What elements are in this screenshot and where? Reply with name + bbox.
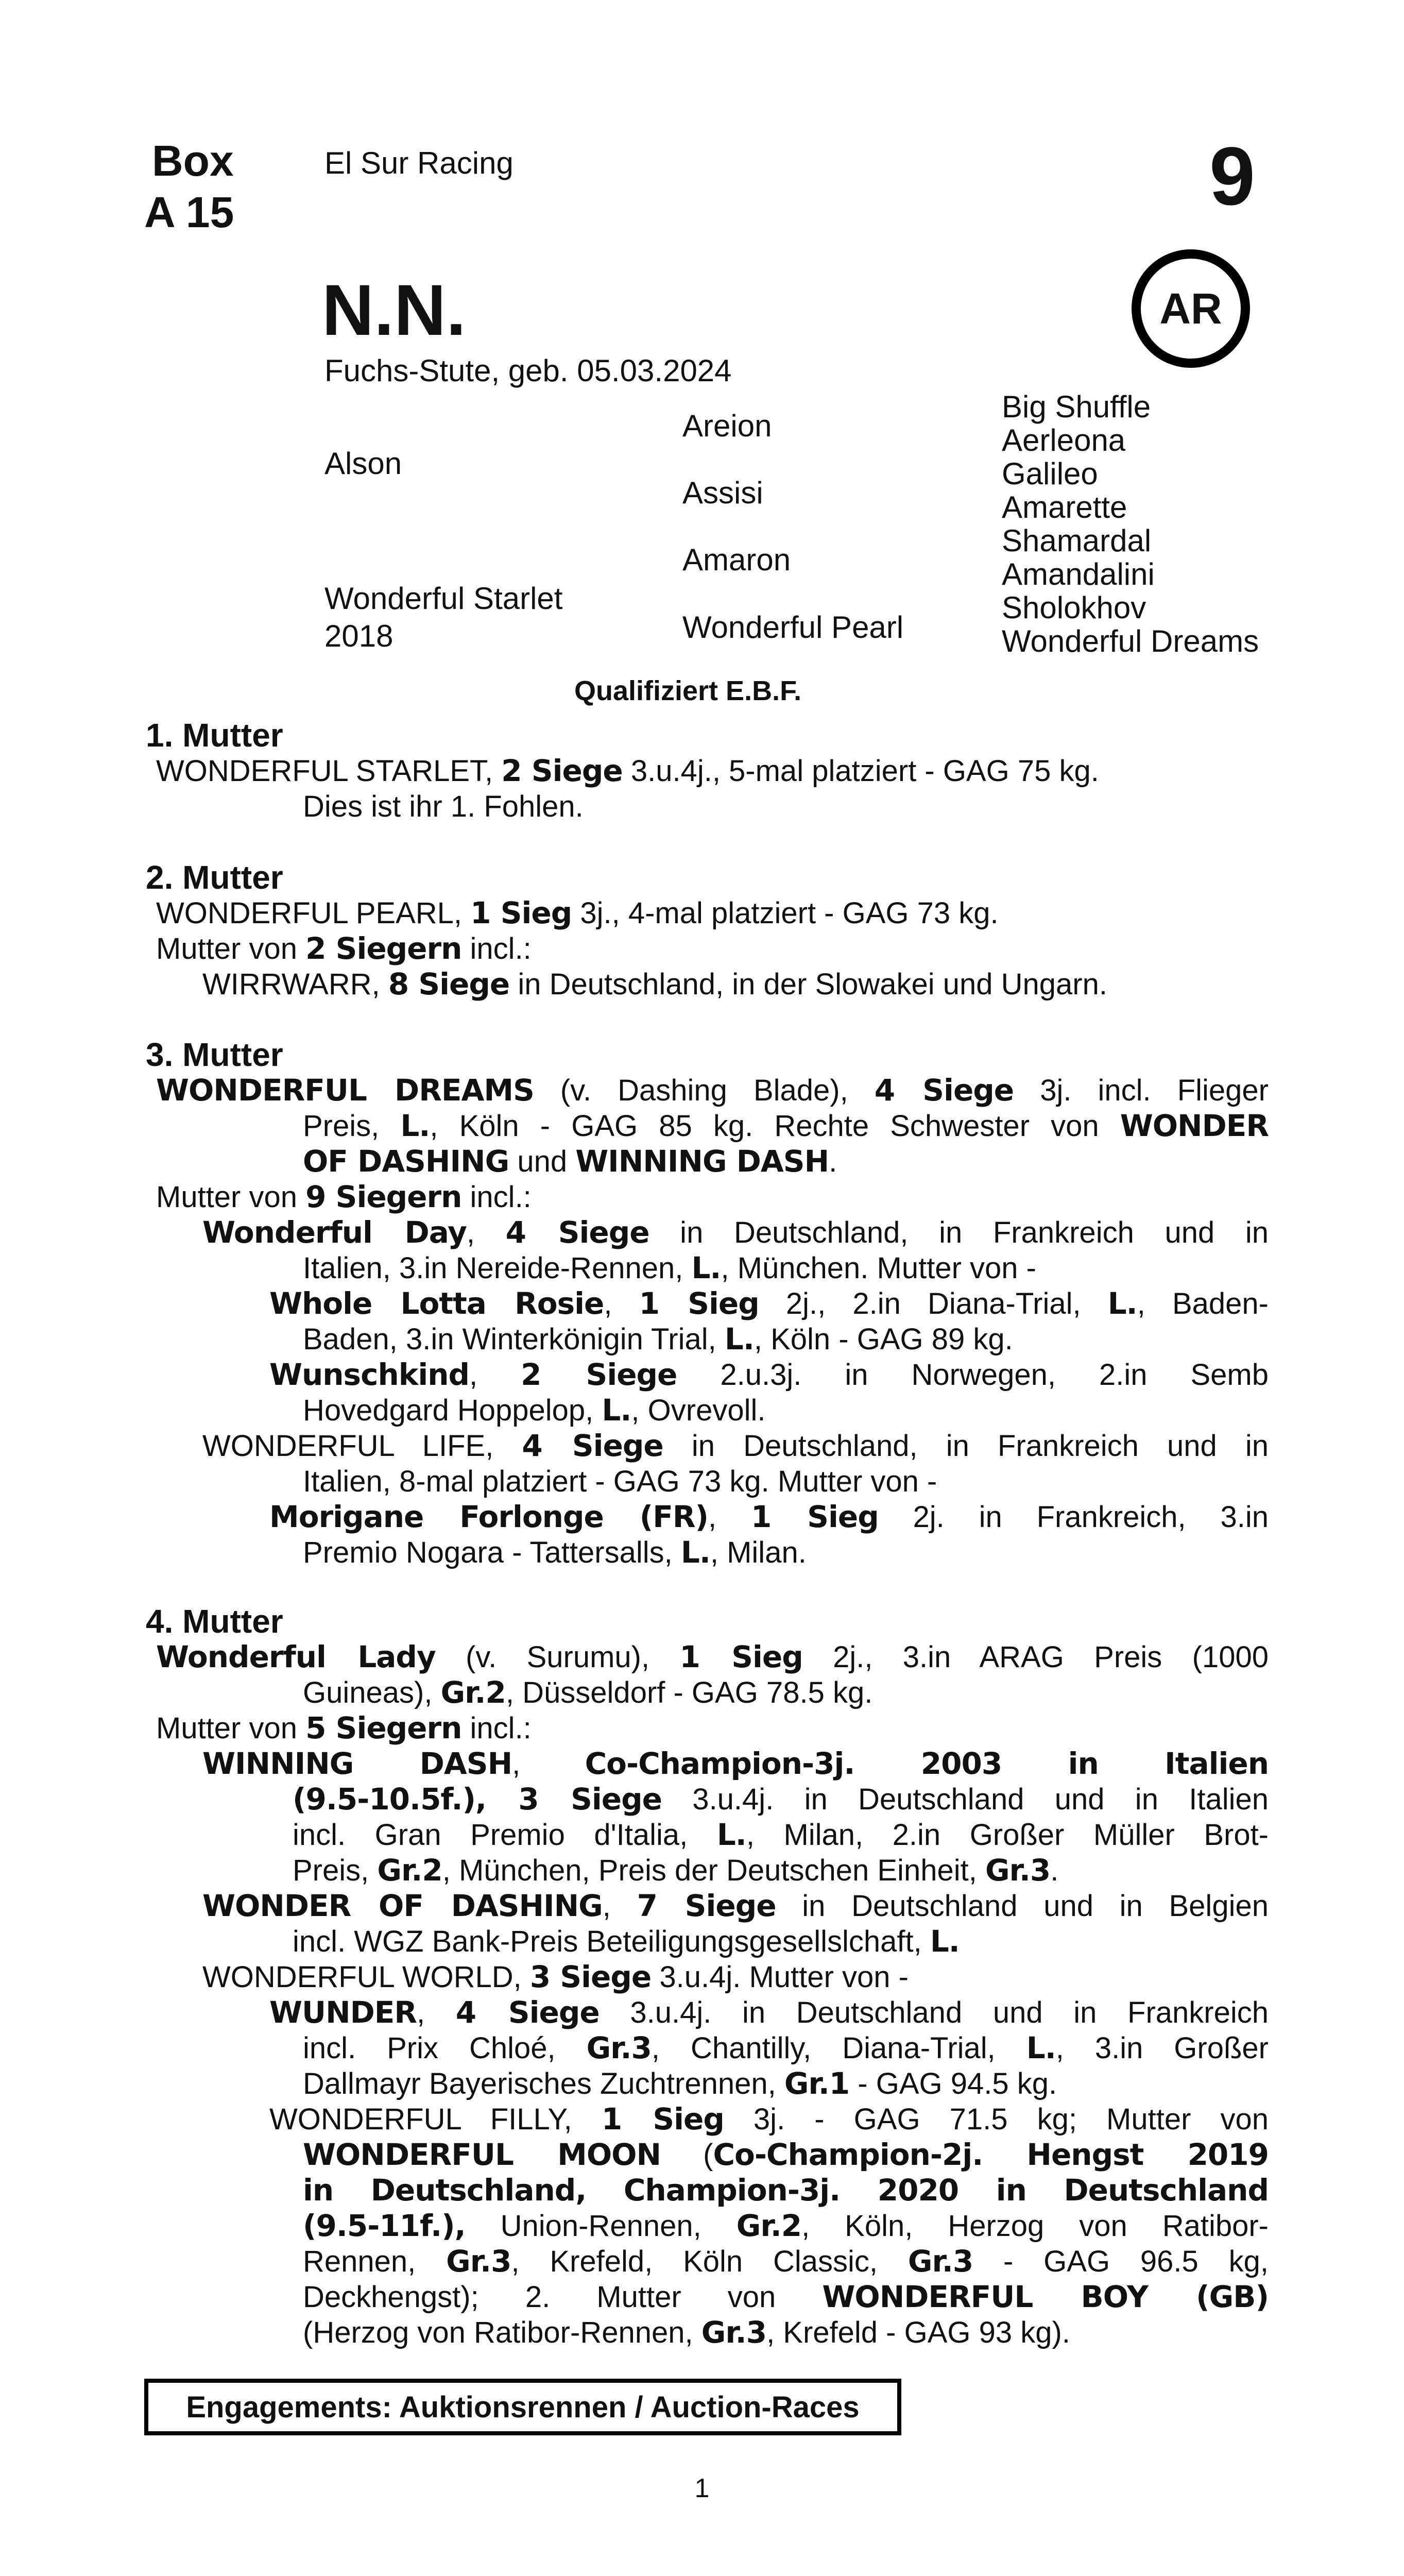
pedigree-dam-year: 2018 <box>324 619 393 653</box>
produce-line-cont: Rennen, Gr.3, Krefeld, Köln Classic, Gr.3 - GAG 96.5 kg, <box>303 2244 1269 2279</box>
dam-line: Wonderful Lady (v. Surumu), 1 Sieg 2j., 3.in ARAG Preis (1000 <box>156 1639 1269 1674</box>
produce-line-cont: Dallmayr Bayerisches Zuchtrennen, Gr.1 - GAG 94.5 kg. <box>303 2066 1057 2101</box>
produce-line-cont: Premio Nogara - Tattersalls, L., Milan. <box>303 1535 807 1570</box>
section-first-dam <box>146 717 1269 824</box>
pedigree-ggd-3: Amandalini <box>1002 557 1155 591</box>
produce-header: Mutter von 9 Siegern incl.: <box>156 1179 532 1214</box>
owner-name: El Sur Racing <box>324 146 513 180</box>
produce-line: WONDERFUL FILLY, 1 Sieg 3j. - GAG 71.5 kg; Mutter von <box>269 2102 1269 2137</box>
produce-line-cont: (Herzog von Ratibor-Rennen, Gr.3, Krefeld - GAG 93 kg). <box>303 2315 1070 2350</box>
section-title: 3. Mutter <box>146 1036 283 1073</box>
produce-line: Wonderful Day, 4 Siege in Deutschland, in Frankreich und in <box>202 1215 1269 1250</box>
produce-line: WONDERFUL WORLD, 3 Siege 3.u.4j. Mutter von - <box>202 1959 909 1994</box>
pedigree-ggs-4: Sholokhov <box>1002 590 1146 625</box>
produce-line: WIRRWARR, 8 Siege in Deutschland, in der Slowakei und Ungarn. <box>202 967 1107 1002</box>
ar-badge: AR <box>1132 249 1250 368</box>
dam-note: Dies ist ihr 1. Fohlen. <box>303 790 584 823</box>
produce-line: Morigane Forlonge (FR), 1 Sieg 2j. in Frankreich, 3.in <box>269 1499 1269 1534</box>
box-label: Box <box>152 137 234 185</box>
page-number: 1 <box>694 2473 710 2503</box>
pedigree-damdam: Wonderful Pearl <box>682 610 904 645</box>
produce-line-cont: in Deutschland, Champion-3j. 2020 in Deutschland <box>303 2173 1269 2208</box>
produce-line-cont: Baden, 3.in Winterkönigin Trial, L., Köln - GAG 89 kg. <box>303 1321 1013 1357</box>
produce-header: Mutter von 2 Siegern incl.: <box>156 931 532 966</box>
section-title: 4. Mutter <box>146 1603 283 1640</box>
lot-number: 9 <box>1209 130 1255 222</box>
section-title: 2. Mutter <box>146 859 283 896</box>
dam-line-cont: OF DASHING und WINNING DASH. <box>303 1144 837 1179</box>
pedigree-grandsire: Areion <box>682 409 772 443</box>
dam-line: WONDERFUL DREAMS (v. Dashing Blade), 4 Siege 3j. incl. Flieger <box>156 1073 1269 1108</box>
produce-line-cont: incl. Gran Premio d'Italia, L., Milan, 2.in Großer Müller Brot- <box>293 1817 1269 1852</box>
section-fourth-dam <box>146 1603 1269 2350</box>
produce-line-cont: incl. Prix Chloé, Gr.3, Chantilly, Diana-Trial, L., 3.in Großer <box>303 2030 1269 2065</box>
produce-line-cont: (9.5-11f.), Union-Rennen, Gr.2, Köln, Herzog von Ratibor- <box>303 2208 1269 2243</box>
pedigree-ggs-2: Galileo <box>1002 456 1098 491</box>
pedigree-damsire: Amaron <box>682 543 791 577</box>
pedigree-ggs-1: Big Shuffle <box>1002 389 1151 424</box>
produce-line-cont: Hovedgard Hoppelop, L., Ovrevoll. <box>303 1393 766 1428</box>
engagements-box: Engagements: Auktionsrennen / Auction-Races <box>144 2379 901 2435</box>
box-number: A 15 <box>144 188 234 236</box>
dam-line: WONDERFUL STARLET, 2 Siege 3.u.4j., 5-mal platziert - GAG 75 kg. <box>156 753 1099 788</box>
produce-line-cont: incl. WGZ Bank-Preis Beteiligungsgesellslchaft, L. <box>293 1924 960 1959</box>
horse-name: N.N. <box>322 269 466 350</box>
produce-line-cont: (9.5-10.5f.), 3 Siege 3.u.4j. in Deutschland und in Italien <box>293 1782 1269 1817</box>
dam-line-cont: Preis, L., Köln - GAG 85 kg. Rechte Schwester von WONDER <box>303 1108 1269 1143</box>
produce-header: Mutter von 5 Siegern incl.: <box>156 1710 532 1745</box>
pedigree-ggd-2: Amarette <box>1002 490 1127 524</box>
section-title: 1. Mutter <box>146 717 283 754</box>
pedigree-granddam: Assisi <box>682 476 763 510</box>
pedigree-ggd-1: Aerleona <box>1002 423 1126 457</box>
pedigree-ggs-3: Shamardal <box>1002 523 1152 558</box>
produce-line: WONDER OF DASHING, 7 Siege in Deutschland und in Belgien <box>202 1888 1269 1923</box>
dam-line: WONDERFUL PEARL, 1 Sieg 3j., 4-mal platziert - GAG 73 kg. <box>156 895 999 930</box>
pedigree-sire: Alson <box>324 446 402 481</box>
dam-line-cont: Guineas), Gr.2, Düsseldorf - GAG 78.5 kg. <box>303 1675 873 1710</box>
produce-line-cont: Italien, 3.in Nereide-Rennen, L., München. Mutter von - <box>303 1250 1036 1285</box>
section-third-dam <box>146 1037 1269 1570</box>
produce-line: Wunschkind, 2 Siege 2.u.3j. in Norwegen, 2.in Semb <box>269 1357 1269 1392</box>
qualification: Qualifiziert E.B.F. <box>574 675 802 706</box>
horse-description: Fuchs-Stute, geb. 05.03.2024 <box>324 353 732 388</box>
produce-line: Whole Lotta Rosie, 1 Sieg 2j., 2.in Diana-Trial, L., Baden- <box>269 1286 1269 1321</box>
section-second-dam <box>146 859 1269 1002</box>
produce-line: WONDERFUL LIFE, 4 Siege in Deutschland, in Frankreich und in <box>202 1428 1269 1463</box>
produce-line-cont: Deckhengst); 2. Mutter von WONDERFUL BOY (GB) <box>303 2279 1269 2314</box>
produce-line: WUNDER, 4 Siege 3.u.4j. in Deutschland und in Frankreich <box>269 1995 1269 2030</box>
pedigree-ggd-4: Wonderful Dreams <box>1002 624 1259 658</box>
produce-line-cont: Italien, 8-mal platziert - GAG 73 kg. Mutter von - <box>303 1465 937 1498</box>
produce-line-cont: Preis, Gr.2, München, Preis der Deutschen Einheit, Gr.3. <box>293 1853 1059 1888</box>
pedigree-dam: Wonderful Starlet <box>324 581 563 616</box>
produce-line-cont: WONDERFUL MOON (Co-Champion-2j. Hengst 2019 <box>303 2137 1269 2172</box>
produce-line: WINNING DASH, Co-Champion-3j. 2003 in Italien <box>202 1746 1269 1781</box>
